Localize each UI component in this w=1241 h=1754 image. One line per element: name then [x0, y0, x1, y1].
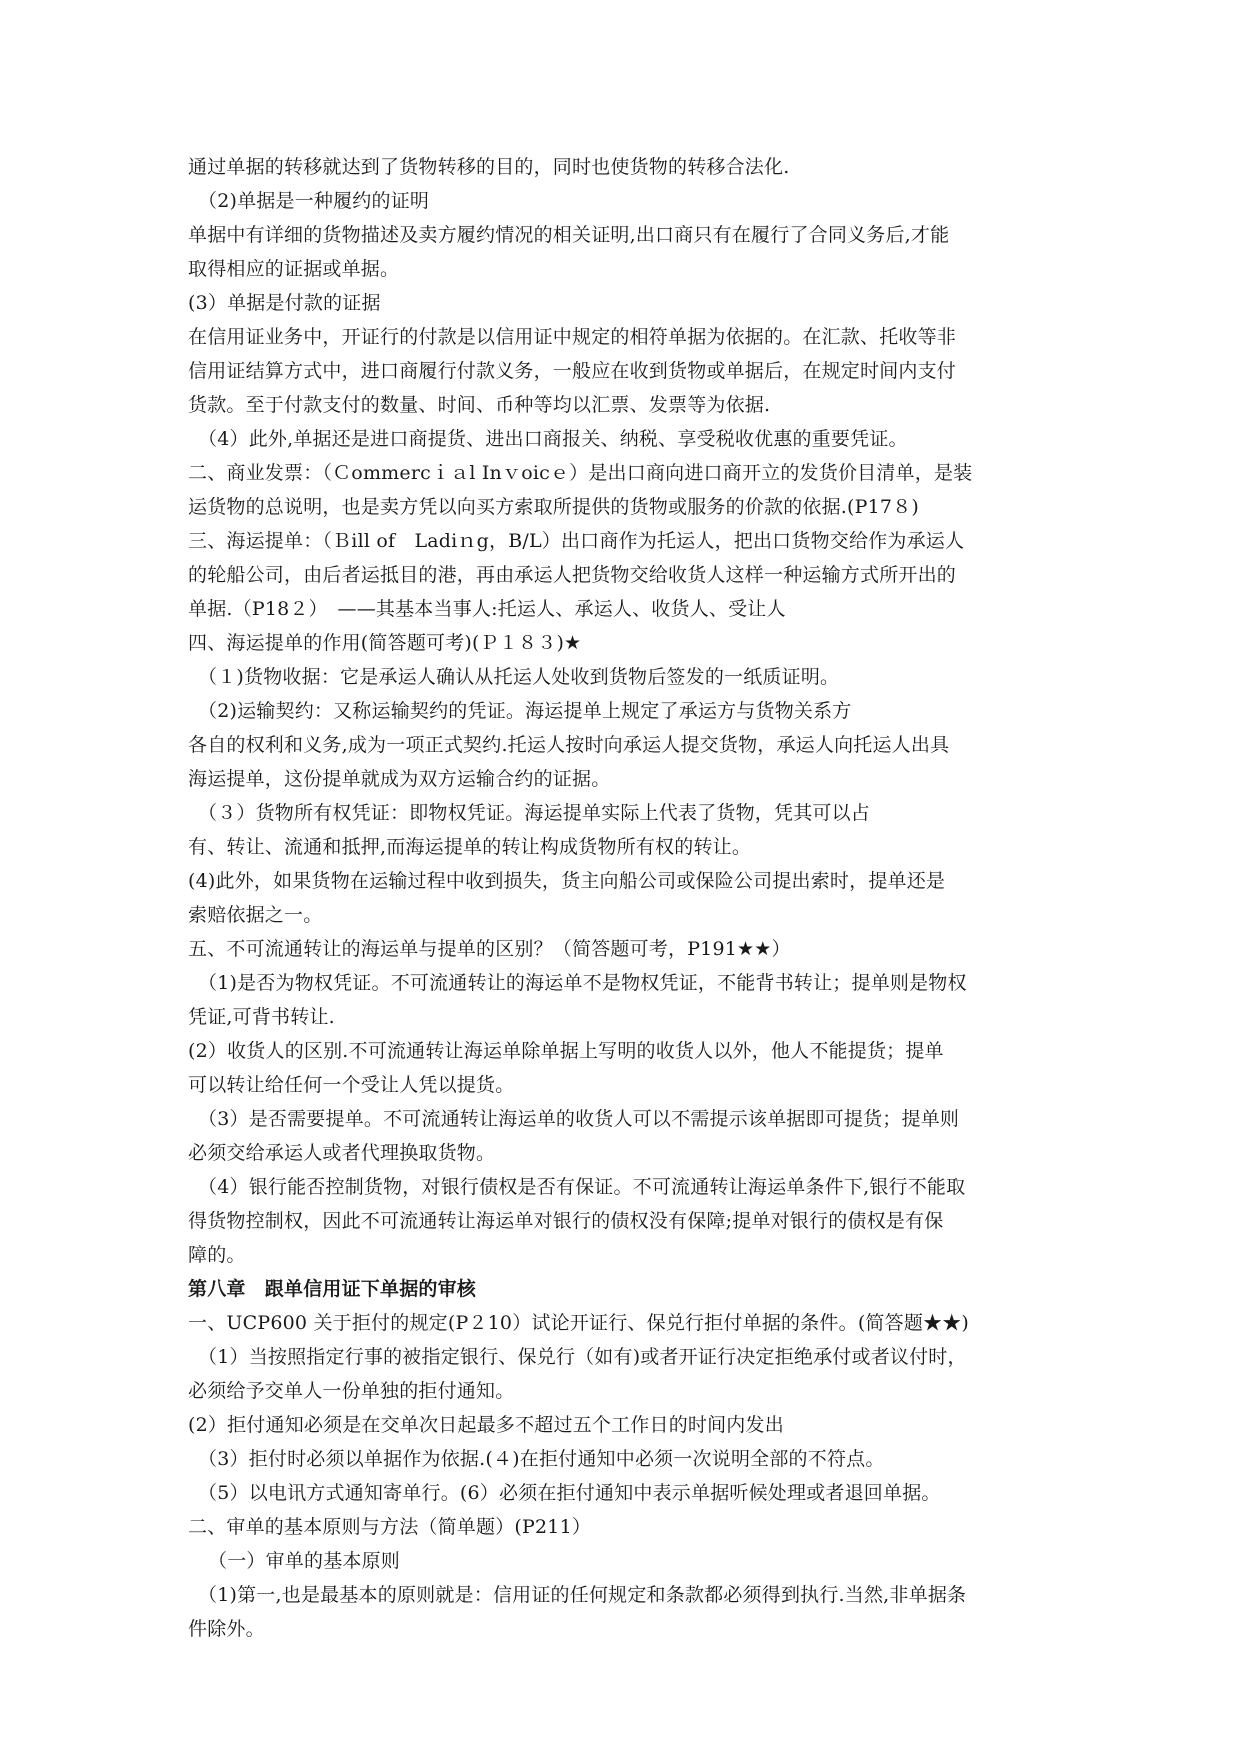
document-body [188, 150, 1068, 1646]
text-line: （2)单据是一种履约的证明 [198, 190, 430, 212]
text-line: （4）此外,单据还是进口商提货、进出口商报关、纳税、享受税收优惠的重要凭证。 [198, 428, 908, 450]
text-line: 可以转让给任何一个受让人凭以提货。 [188, 1074, 515, 1096]
text-line: （3）是否需要提单。不可流通转让海运单的收货人可以不需提示该单据即可提货；提单则 [198, 1108, 960, 1130]
text-line: （１)货物收据：它是承运人确认从托运人处收到货物后签发的一纸质证明。 [198, 666, 840, 688]
text-line: 单据中有详细的货物描述及卖方履约情况的相关证明,出口商只有在履行了合同义务后,才能 [188, 224, 950, 246]
text-line: 必须交给承运人或者代理换取货物。 [188, 1142, 496, 1164]
text-line: 凭证,可背书转让. [188, 1006, 335, 1028]
text-line: (3）单据是付款的证据 [188, 292, 381, 314]
text-line: （一）审单的基本原则 [208, 1550, 401, 1572]
text-line: 索赔依据之一。 [188, 904, 323, 926]
text-line: 取得相应的证据或单据。 [188, 258, 400, 280]
text-line: （4）银行能否控制货物，对银行债权是否有保证。不可流通转让海运单条件下,银行不能取 [198, 1176, 966, 1198]
text-line: （3）拒付时必须以单据作为依据.(４)在拒付通知中必须一次说明全部的不符点。 [198, 1448, 885, 1470]
text-line: 五、不可流通转让的海运单与提单的区别？（简答题可考，P191★★） [188, 938, 791, 960]
text-line: 有、转让、流通和抵押,而海运提单的转让构成货物所有权的转让。 [188, 836, 752, 858]
text-line: 二、审单的基本原则与方法（简单题）(P211） [188, 1516, 592, 1538]
text-line: 单据.（P18２） ——其基本当事人:托运人、承运人、收货人、受让人 [188, 598, 786, 620]
text-line: 件除外。 [188, 1618, 265, 1640]
text-line: (2）拒付通知必须是在交单次日起最多不超过五个工作日的时间内发出 [188, 1414, 784, 1436]
text-line: 信用证结算方式中，进口商履行付款义务，一般应在收到货物或单据后，在规定时间内支付 [188, 360, 957, 382]
text-line: 在信用证业务中，开证行的付款是以信用证中规定的相符单据为依据的。在汇款、托收等非 [188, 326, 957, 348]
chapter-heading: 第八章 跟单信用证下单据的审核 [188, 1278, 477, 1300]
text-line: 货款。至于付款支付的数量、时间、币种等均以汇票、发票等为依据. [188, 394, 771, 416]
text-line: （３）货物所有权凭证：即物权凭证。海运提单实际上代表了货物，凭其可以占 [198, 802, 871, 824]
text-line: （1）当按照指定行事的被指定银行、保兑行（如有)或者开证行决定拒绝承付或者议付时， [198, 1346, 967, 1368]
text-line: （1)是否为物权凭证。不可流通转让的海运单不是物权凭证，不能背书转让；提单则是物权 [198, 972, 967, 994]
text-line: (4)此外，如果货物在运输过程中收到损失，货主向船公司或保险公司提出索时，提单还是 [188, 870, 946, 892]
text-line: 三、海运提单：（Ｂill of Ladiｎg，B/L）出口商作为托运人，把出口货物交给作为承运人 [188, 530, 965, 552]
text-line: 必须给予交单人一份单独的拒付通知。 [188, 1380, 515, 1402]
text-line: (2）收货人的区别.不可流通转让海运单除单据上写明的收货人以外，他人不能提货；提单 [188, 1040, 944, 1062]
text-line: 的轮船公司，由后者运抵目的港，再由承运人把货物交给收货人这样一种运输方式所开出的 [188, 564, 957, 586]
text-line: 一、UCP600 关于拒付的规定(P２10）试论开证行、保兑行拒付单据的条件。(简答题★★) [188, 1312, 970, 1334]
text-line: 通过单据的转移就达到了货物转移的目的，同时也使货物的转移合法化. [188, 156, 790, 178]
text-line: 得货物控制权，因此不可流通转让海运单对银行的债权没有保障;提单对银行的债权是有保 [188, 1210, 944, 1232]
text-line: 四、海运提单的作用(简答题可考)(Ｐ１８３)★ [188, 632, 582, 654]
text-line: （2)运输契约：又称运输契约的凭证。海运提单上规定了承运方与货物关系方 [198, 700, 852, 722]
text-line: 二、商业发票：（Ｃommercｉａl Inｖoicｅ）是出口商向进口商开立的发货价目清单，是装 [188, 462, 973, 484]
text-line: 海运提单，这份提单就成为双方运输合约的证据。 [188, 768, 611, 790]
text-line: 运货物的总说明，也是卖方凭以向买方索取所提供的货物或服务的价款的依据.(P17８) [188, 496, 920, 518]
text-line: 障的。 [188, 1244, 246, 1266]
text-line: 各自的权利和义务,成为一项正式契约.托运人按时向承运人提交货物，承运人向托运人出具 [188, 734, 950, 756]
text-line: （5）以电讯方式通知寄单行。(6）必须在拒付通知中表示单据听候处理或者退回单据。 [198, 1482, 941, 1504]
text-line: （1)第一,也是最基本的原则就是：信用证的任何规定和条款都必须得到执行.当然,非单据条 [198, 1584, 967, 1606]
